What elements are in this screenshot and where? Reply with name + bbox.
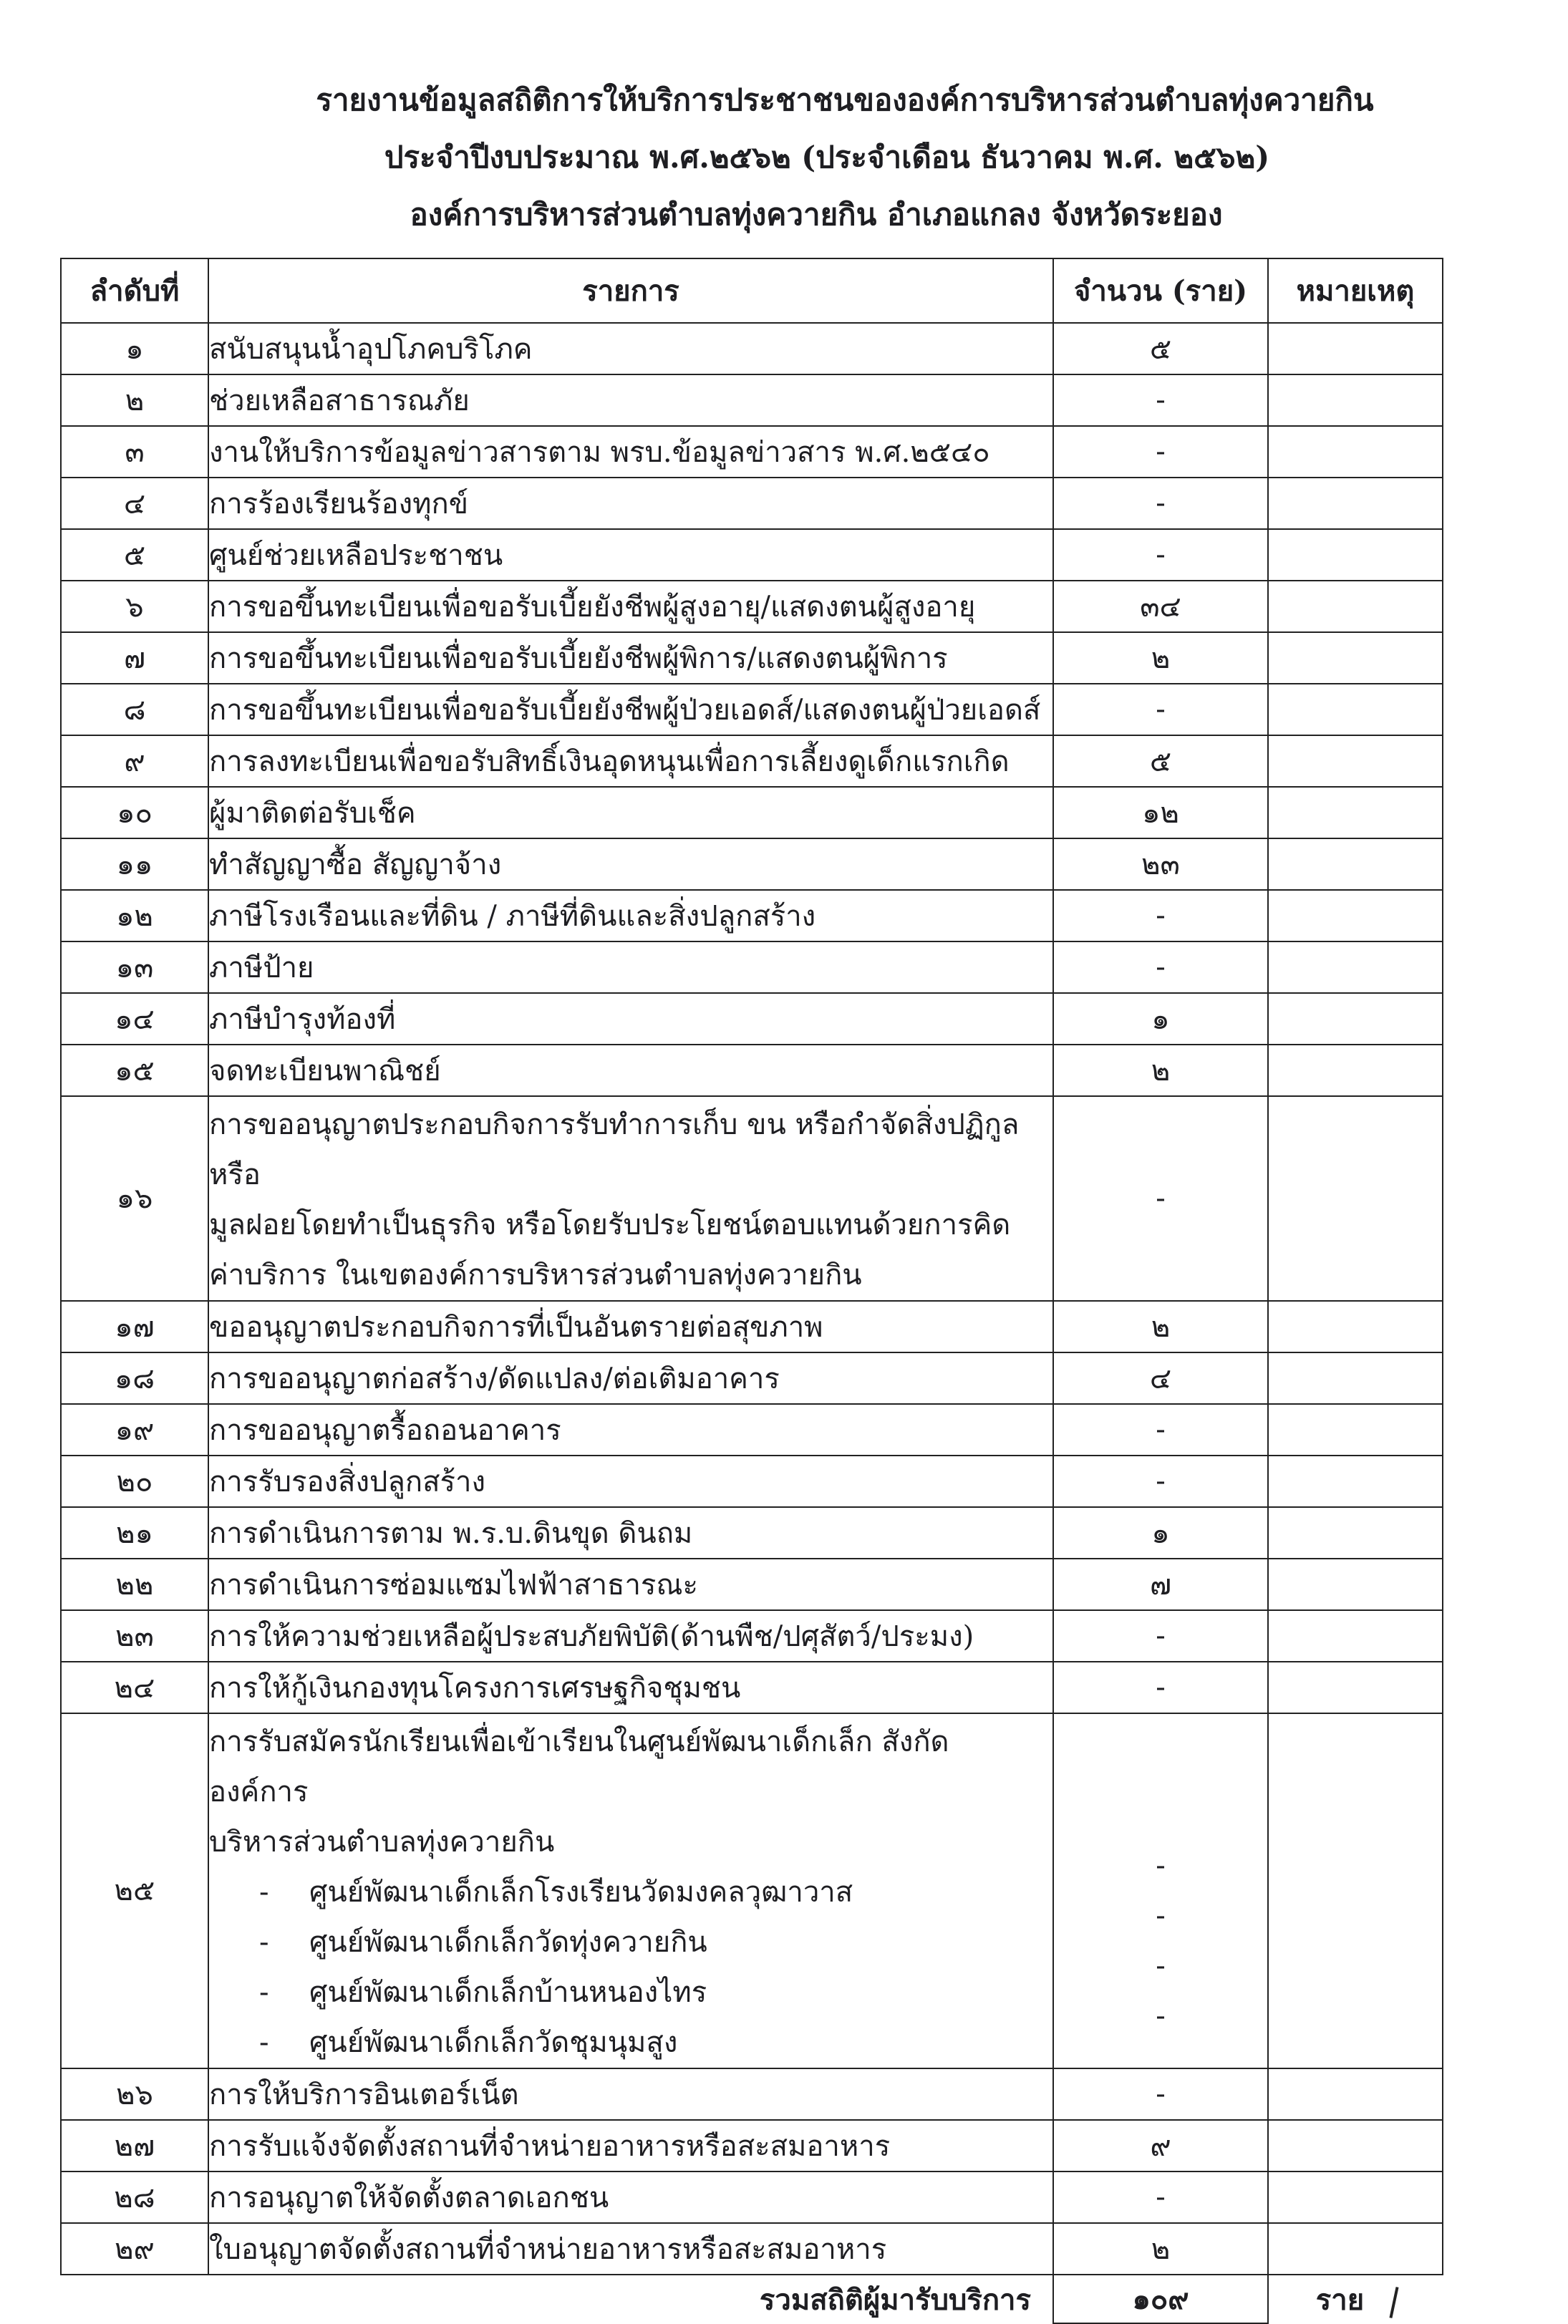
row-note [1268, 2172, 1443, 2223]
total-unit [1268, 2275, 1443, 2323]
row-item: ขออนุญาตประกอบกิจการที่เป็นอันตรายต่อสุขภาพ [208, 1301, 1053, 1352]
row-item: การขออนุญาตรื้อถอนอาคาร [208, 1404, 1053, 1456]
table-row [61, 2068, 1443, 2120]
table-row [61, 684, 1443, 735]
row-count: - [1053, 1610, 1268, 1662]
row-number: ๒๒ [61, 1559, 208, 1610]
row-note [1268, 2223, 1443, 2275]
row-count: ๑ [1053, 1507, 1268, 1559]
table-row [61, 890, 1443, 941]
row-number: ๔ [61, 478, 208, 529]
row-number: ๒๐ [61, 1456, 208, 1507]
row-note [1268, 1404, 1443, 1456]
row-number: ๑๙ [61, 1404, 208, 1456]
row-item: งานให้บริการข้อมูลข่าวสารตาม พรบ.ข้อมูลข่าวสาร พ.ศ.๒๕๔๐ [208, 426, 1053, 478]
table-row [61, 478, 1443, 529]
row-item: ช่วยเหลือสาธารณภัย [208, 374, 1053, 426]
row-item: จดทะเบียนพาณิชย์ [208, 1045, 1053, 1096]
row-note [1268, 1301, 1443, 1352]
row-count: ๔ [1053, 1352, 1268, 1404]
row-count: - [1053, 890, 1268, 941]
table-header-row [61, 258, 1443, 323]
row-item-line: การรับสมัครนักเรียนเพื่อเข้าเรียนในศูนย์พัฒนาเด็กเล็ก สังกัด องค์การ [209, 1725, 949, 1809]
row-number: ๑๗ [61, 1301, 208, 1352]
row-count: - [1053, 1662, 1268, 1713]
row-number: ๘ [61, 684, 208, 735]
sub-count [1054, 1740, 1267, 1791]
row-count: ๓๔ [1053, 581, 1268, 632]
row-note [1268, 1352, 1443, 1404]
report-period: ประจำปีงบประมาณ พ.ศ.๒๕๖๒ (ประจำเดือน ธันวาคม พ.ศ. ๒๕๖๒) [384, 140, 1270, 175]
row-note [1268, 1045, 1443, 1096]
row-item: การขอขึ้นทะเบียนเพื่อขอรับเบี้ยยังชีพผู้สูงอายุ/แสดงตนผู้สูงอายุ [208, 581, 1053, 632]
row-number: ๒๓ [61, 1610, 208, 1662]
total-unit-label: ราย [1315, 2282, 1365, 2317]
row-number: ๒ [61, 374, 208, 426]
row-note [1268, 1456, 1443, 1507]
row-number: ๑๐ [61, 787, 208, 838]
row-item: ใบอนุญาตจัดตั้งสถานที่จำหน่ายอาหารหรือสะสมอาหาร [208, 2223, 1053, 2275]
statistics-table [60, 258, 1443, 2324]
sub-item [209, 2018, 1052, 2068]
row-count [1053, 1713, 1268, 2068]
row-count: - [1053, 941, 1268, 993]
row-count: ๑๒ [1053, 787, 1268, 838]
row-note [1268, 838, 1443, 890]
row-item-line: มูลฝอยโดยทำเป็นธุรกิจ หรือโดยรับประโยชน์ตอบแทนด้วยการคิด [209, 1209, 1011, 1241]
table-row [61, 1456, 1443, 1507]
row-number: ๒๙ [61, 2223, 208, 2275]
row-item: การดำเนินการซ่อมแซมไฟฟ้าสาธารณะ [208, 1559, 1053, 1610]
table-row [61, 529, 1443, 581]
row-item: ภาษีโรงเรือนและที่ดิน / ภาษีที่ดินและสิ่งปลูกสร้าง [208, 890, 1053, 941]
row-count: - [1053, 1404, 1268, 1456]
row-note [1268, 1559, 1443, 1610]
row-count: - [1053, 478, 1268, 529]
row-number: ๒๑ [61, 1507, 208, 1559]
row-count: - [1053, 374, 1268, 426]
row-note [1268, 1610, 1443, 1662]
check-mark-icon [1390, 2287, 1399, 2318]
row-item: การให้ความช่วยเหลือผู้ประสบภัยพิบัติ(ด้านพืช/ปศุสัตว์/ประมง) [208, 1610, 1053, 1662]
row-note [1268, 787, 1443, 838]
row-note [1268, 581, 1443, 632]
row-note [1268, 478, 1443, 529]
report-title-block [0, 72, 1568, 243]
row-number: ๑๔ [61, 993, 208, 1045]
row-number: ๑๑ [61, 838, 208, 890]
row-count: - [1053, 2068, 1268, 2120]
row-item: การร้องเรียนร้องทุกข์ [208, 478, 1053, 529]
table-row [61, 1610, 1443, 1662]
table-row [61, 2172, 1443, 2223]
row-number: ๑๖ [61, 1096, 208, 1301]
sub-count: - [1156, 1950, 1166, 1982]
bullet-dash: - [259, 1976, 269, 2009]
header-note: หมายเหตุ [1268, 258, 1443, 323]
table-body [61, 323, 1443, 2275]
row-item: ศูนย์ช่วยเหลือประชาชน [208, 529, 1053, 581]
row-count: - [1053, 1096, 1268, 1301]
sub-item [209, 1917, 1052, 1967]
header-count: จำนวน (ราย) [1053, 258, 1268, 323]
row-item: ภาษีบำรุงท้องที่ [208, 993, 1053, 1045]
row-note [1268, 2120, 1443, 2172]
row-count: ๙ [1053, 2120, 1268, 2172]
row-note [1268, 1713, 1443, 2068]
sub-item-label: ศูนย์พัฒนาเด็กเล็กวัดชุมนุมสูง [309, 2026, 678, 2059]
row-number: ๑๕ [61, 1045, 208, 1096]
row-number: ๑๒ [61, 890, 208, 941]
row-item: การขอขึ้นทะเบียนเพื่อขอรับเบี้ยยังชีพผู้ป่วยเอดส์/แสดงตนผู้ป่วยเอดส์ [208, 684, 1053, 735]
table-row [61, 323, 1443, 374]
sub-item-label: ศูนย์พัฒนาเด็กเล็กบ้านหนองไทร [309, 1976, 707, 2009]
table-row [61, 581, 1443, 632]
table-row [61, 1301, 1443, 1352]
row-note [1268, 1096, 1443, 1301]
row-item [208, 1096, 1053, 1301]
row-item: การให้กู้เงินกองทุนโครงการเศรษฐกิจชุมชน [208, 1662, 1053, 1713]
sub-count: - [1156, 1849, 1166, 1882]
row-note [1268, 374, 1443, 426]
row-note [1268, 993, 1443, 1045]
sub-item [209, 1867, 1052, 1917]
row-count: ๒ [1053, 1045, 1268, 1096]
table-row [61, 787, 1443, 838]
row-item: การลงทะเบียนเพื่อขอรับสิทธิ์เงินอุดหนุนเพื่อการเลี้ยงดูเด็กแรกเกิด [208, 735, 1053, 787]
row-item: สนับสนุนน้ำอุปโภคบริโภค [208, 323, 1053, 374]
row-count: ๑ [1053, 993, 1268, 1045]
sub-count: - [1156, 2000, 1166, 2033]
row-count: ๗ [1053, 1559, 1268, 1610]
row-note [1268, 684, 1443, 735]
row-number: ๒๕ [61, 1713, 208, 2068]
row-number: ๙ [61, 735, 208, 787]
row-item: การอนุญาตให้จัดตั้งตลาดเอกชน [208, 2172, 1053, 2223]
table-row [61, 735, 1443, 787]
row-number: ๕ [61, 529, 208, 581]
total-label: รวมสถิติผู้มารับบริการ [759, 2282, 1031, 2317]
row-number: ๑๓ [61, 941, 208, 993]
row-item: ทำสัญญาซื้อ สัญญาจ้าง [208, 838, 1053, 890]
table-row [61, 993, 1443, 1045]
row-note [1268, 529, 1443, 581]
table-row-16 [61, 1096, 1443, 1301]
row-note [1268, 735, 1443, 787]
row-note [1268, 632, 1443, 684]
row-count: ๒ [1053, 1301, 1268, 1352]
report-organization: องค์การบริหารส่วนตำบลทุ่งควายกิน อำเภอแกลง จังหวัดระยอง [410, 197, 1223, 232]
row-count: ๒ [1053, 2223, 1268, 2275]
table-row [61, 838, 1443, 890]
row-number: ๒๘ [61, 2172, 208, 2223]
row-number: ๒๖ [61, 2068, 208, 2120]
row-note [1268, 323, 1443, 374]
row-item: การรับแจ้งจัดตั้งสถานที่จำหน่ายอาหารหรือสะสมอาหาร [208, 2120, 1053, 2172]
report-title: รายงานข้อมูลสถิติการให้บริการประชาชนขององค์การบริหารส่วนตำบลทุ่งควายกิน [316, 82, 1374, 117]
table-row [61, 426, 1443, 478]
row-number: ๒๗ [61, 2120, 208, 2172]
table-row [61, 374, 1443, 426]
table-row [61, 632, 1443, 684]
table-row [61, 2120, 1443, 2172]
row-count: ๒ [1053, 632, 1268, 684]
table-row [61, 1662, 1443, 1713]
row-note [1268, 426, 1443, 478]
table-row [61, 1352, 1443, 1404]
row-item: การขอขึ้นทะเบียนเพื่อขอรับเบี้ยยังชีพผู้พิการ/แสดงตนผู้พิการ [208, 632, 1053, 684]
row-count: - [1053, 684, 1268, 735]
sub-item [209, 1967, 1052, 2018]
sub-item-label: ศูนย์พัฒนาเด็กเล็กวัดทุ่งควายกิน [309, 1926, 707, 1959]
row-number: ๓ [61, 426, 208, 478]
table-row [61, 1559, 1443, 1610]
row-item: ภาษีป้าย [208, 941, 1053, 993]
sub-count [1054, 1791, 1267, 1841]
row-count: - [1053, 2172, 1268, 2223]
bullet-dash: - [259, 2026, 269, 2059]
row-item: การขออนุญาตก่อสร้าง/ดัดแปลง/ต่อเติมอาคาร [208, 1352, 1053, 1404]
row-number: ๖ [61, 581, 208, 632]
bullet-dash: - [259, 1876, 269, 1909]
total-row [61, 2275, 1443, 2323]
row-number: ๑๘ [61, 1352, 208, 1404]
row-count: - [1053, 426, 1268, 478]
row-item: การดำเนินการตาม พ.ร.บ.ดินขุด ดินถม [208, 1507, 1053, 1559]
header-no: ลำดับที่ [61, 258, 208, 323]
row-note [1268, 2068, 1443, 2120]
row-count: ๒๓ [1053, 838, 1268, 890]
row-number: ๗ [61, 632, 208, 684]
sub-count: - [1156, 1899, 1166, 1932]
row-note [1268, 941, 1443, 993]
row-item: ผู้มาติดต่อรับเช็ค [208, 787, 1053, 838]
row-item: การรับรองสิ่งปลูกสร้าง [208, 1456, 1053, 1507]
row-number: ๒๔ [61, 1662, 208, 1713]
row-item-line: ค่าบริการ ในเขตองค์การบริหารส่วนตำบลทุ่งควายกิน [209, 1259, 862, 1292]
table-row-25 [61, 1713, 1443, 2068]
row-note [1268, 890, 1443, 941]
table-row [61, 2223, 1443, 2275]
row-item [208, 1713, 1053, 2068]
total-count: ๑๐๙ [1053, 2275, 1268, 2323]
table-row [61, 1507, 1443, 1559]
row-count: ๕ [1053, 323, 1268, 374]
row-count: ๕ [1053, 735, 1268, 787]
table-row [61, 1045, 1443, 1096]
row-item-line: บริหารส่วนตำบลทุ่งควายกิน [209, 1826, 555, 1859]
row-count: - [1053, 529, 1268, 581]
table-row [61, 1404, 1443, 1456]
row-number: ๑ [61, 323, 208, 374]
row-item-line: การขออนุญาตประกอบกิจการรับทำการเก็บ ขน หรือกำจัดสิ่งปฏิกูลหรือ [209, 1108, 1020, 1191]
row-note [1268, 1507, 1443, 1559]
header-item: รายการ [208, 258, 1053, 323]
table-row [61, 941, 1443, 993]
row-note [1268, 1662, 1443, 1713]
row-item: การให้บริการอินเตอร์เน็ต [208, 2068, 1053, 2120]
bullet-dash: - [259, 1926, 269, 1959]
sub-item-label: ศูนย์พัฒนาเด็กเล็กโรงเรียนวัดมงคลวุฒาวาส [309, 1876, 853, 1909]
row-count: - [1053, 1456, 1268, 1507]
